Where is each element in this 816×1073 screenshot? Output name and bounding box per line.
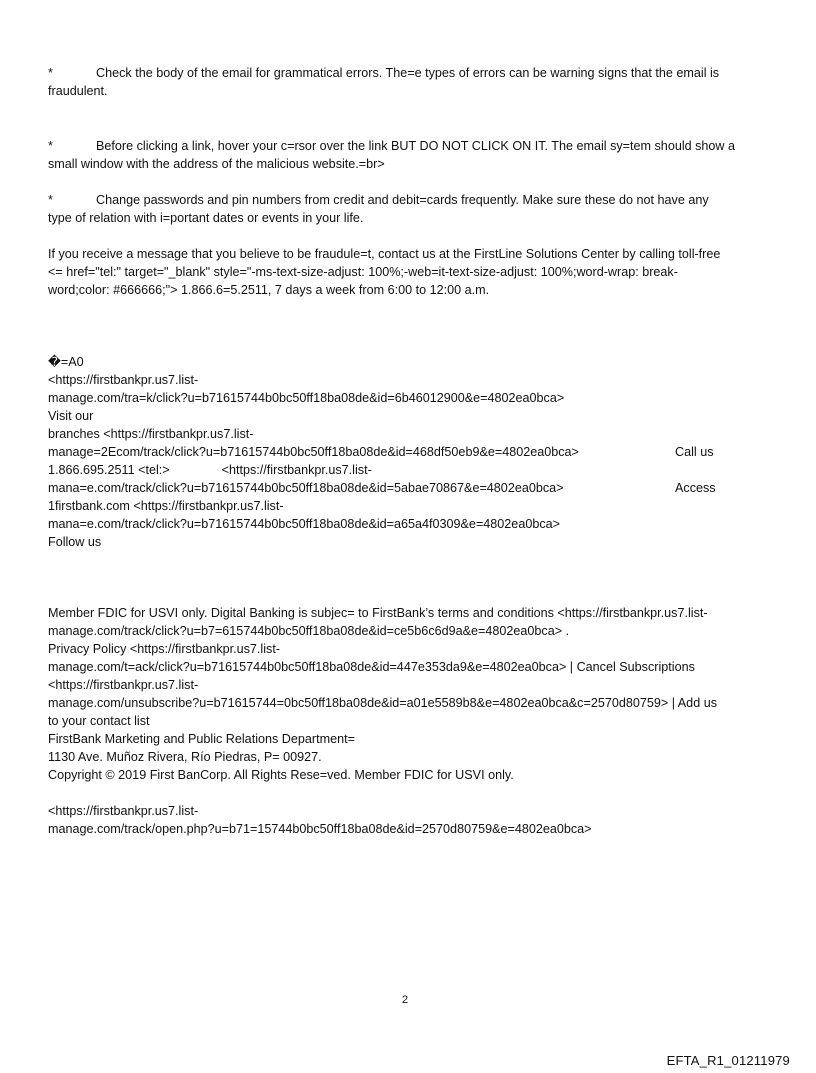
add-contact-line[interactable]: to your contact list [48,714,150,728]
bullet-line: * Change passwords and pin numbers from credit and debit=cards frequently. Make sure these do not have any [48,193,709,207]
unsubscribe-link-line[interactable]: manage.com/unsubscribe?u=b71615744=0bc50ff18ba08de&id=a01e5589b8&e=4802ea0bca&c=2570d80759> | Add us [48,696,717,710]
privacy-link-line[interactable]: manage.com/t=ack/click?u=b71615744b0bc50ff18ba08de&id=447e353da9&e=4802ea0bca> | Cancel Subscriptions [48,660,695,674]
bullet-passwords-tip [48,191,770,227]
tracking-link-line[interactable]: manage.com/track/open.php?u=b71=15744b0bc50ff18ba08de&id=2570d80759&e=4802ea0bca> [48,822,592,836]
bullet-line: * Check the body of the email for grammatical errors. The=e types of errors can be warning signs that the email is [48,66,720,80]
paragraph-line: word;color: #666666;"> 1.866.6=5.2511, 7 days a week from 6:00 to 12:00 a.m. [48,283,490,297]
bullet-marker: * [48,139,53,153]
department-line: FirstBank Marketing and Public Relations Department= [48,732,355,746]
link-line[interactable]: <https://firstbankpr.us7.list- [48,373,199,387]
unsubscribe-link-line[interactable]: <https://firstbankpr.us7.list- [48,678,199,692]
bullet-line: * Before clicking a link, hover your c=rsor over the link BUT DO NOT CLICK ON IT. The email sy=tem should show a [48,139,736,153]
bullet-marker: * [48,193,53,207]
bullet-marker: * [48,66,53,80]
links-block [48,353,770,551]
tracking-block [48,802,770,838]
paragraph-line: If you receive a message that you believe to be fraudule=t, contact us at the FirstLine Solutions Center by calling toll-free [48,247,721,261]
nbsp-artifact: �=A0 [48,355,84,369]
access-label: Access [675,481,716,495]
link-line[interactable]: manage.com/tra=k/click?u=b71615744b0bc50ff18ba08de&id=6b46012900&e=4802ea0bca> [48,391,565,405]
page-number: 2 [402,994,409,1006]
contact-paragraph [48,245,770,299]
bullet-line: small window with the address of the malicious website.=br> [48,157,385,171]
call-us-label: Call us [675,445,714,459]
link-line[interactable]: mana=e.com/track/click?u=b71615744b0bc50ff18ba08de&id=a65a4f0309&e=4802ea0bca> [48,517,560,531]
document-id: EFTA_R1_01211979 [666,1053,790,1068]
address-line: 1130 Ave. Muñoz Rivera, Río Piedras, P= 00927. [48,750,322,764]
copyright-line: Copyright © 2019 First BanCorp. All Rights Rese=ved. Member FDIC for USVI only. [48,768,514,782]
privacy-policy-line[interactable]: Privacy Policy <https://firstbankpr.us7.list- [48,642,281,656]
link-line[interactable]: manage=2Ecom/track/click?u=b71615744b0bc50ff18ba08de&id=468df50eb9&e=4802ea0bca> [48,445,579,459]
tel-link-continuation[interactable]: <https://firstbankpr.us7.list- [221,463,372,477]
bullet-grammar-tip [48,64,770,100]
bullet-line: fraudulent. [48,84,108,98]
bullet-line: type of relation with i=portant dates or events in your life. [48,211,364,225]
footer-line: Member FDIC for USVI only. Digital Banking is subjec= to FirstBank’s terms and conditions <https://firstbankpr.us7.list- [48,606,708,620]
bullet-hover-link-tip [48,137,770,173]
link-line[interactable]: mana=e.com/track/click?u=b71615744b0bc50ff18ba08de&id=5abae70867&e=4802ea0bca> [48,481,564,495]
paragraph-line: <= href="tel:" target="_blank" style="-ms-text-size-adjust: 100%;-web=it-text-size-adjust: 100%;word-wrap: break- [48,265,678,279]
website-link-line[interactable]: 1firstbank.com <https://firstbankpr.us7.list- [48,499,284,513]
tracking-link-line[interactable]: <https://firstbankpr.us7.list- [48,804,199,818]
footer-block [48,604,770,784]
phone-link-line[interactable]: 1.866.695.2511 <tel:> <https://firstbankpr.us7.list- [48,463,372,477]
branches-link-line[interactable]: branches <https://firstbankpr.us7.list- [48,427,254,441]
follow-us-text: Follow us [48,535,102,549]
visit-our-text: Visit our [48,409,94,423]
terms-link-line[interactable]: manage.com/track/click?u=b7=615744b0bc50ff18ba08de&id=ce5b6c6d9a&e=4802ea0bca> . [48,624,570,638]
